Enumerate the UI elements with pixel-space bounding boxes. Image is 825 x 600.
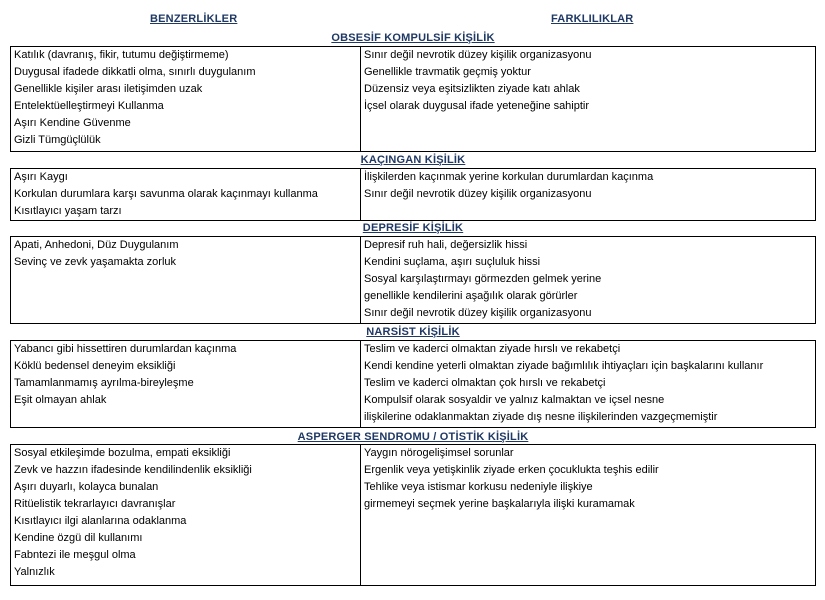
header-benzerlikler: BENZERLİKLER bbox=[150, 13, 238, 25]
difference-item: Teslim ve kaderci olmaktan çok hırslı ve rekabetçi bbox=[364, 377, 606, 389]
difference-item: Kendi kendine yeterli olmaktan ziyade bağımlılık ihtiyaçları için başkalarını kullanır bbox=[364, 360, 764, 372]
difference-item: Kompulsif olarak sosyaldir ve yalnız kalmaktan ve içsel nesne bbox=[364, 394, 665, 406]
similarities-column bbox=[11, 47, 361, 151]
differences-column bbox=[361, 237, 815, 323]
similarity-item: Eşit olmayan ahlak bbox=[14, 394, 107, 406]
similarity-item: Zevk ve hazzın ifadesinde kendilindenlik eksikliği bbox=[14, 464, 252, 476]
similarity-item: Entelektüelleştirmeyi Kullanma bbox=[14, 100, 164, 112]
similarity-item: Korkulan durumlara karşı savunma olarak kaçınmayı kullanma bbox=[14, 188, 318, 200]
similarity-item: Genellikle kişiler arası iletişimden uzak bbox=[14, 83, 203, 95]
similarities-column bbox=[11, 341, 361, 427]
section-title-obsesif-kompulsif: OBSESİF KOMPULSİF KİŞİLİK bbox=[331, 32, 495, 44]
similarity-item: Yabancı gibi hissettiren durumlardan kaçınma bbox=[14, 343, 237, 355]
difference-item: Kendini suçlama, aşırı suçluluk hissi bbox=[364, 256, 541, 268]
section-table-obsesif-kompulsif bbox=[10, 46, 816, 152]
similarity-item: Kendine özgü dil kullanımı bbox=[14, 532, 143, 544]
section-table-kacingan bbox=[10, 168, 816, 221]
differences-column bbox=[361, 341, 815, 427]
similarities-column bbox=[11, 237, 361, 323]
difference-item: Yaygın nörogelişimsel sorunlar bbox=[364, 447, 514, 459]
differences-column bbox=[361, 47, 815, 151]
difference-item: Teslim ve kaderci olmaktan ziyade hırslı ve rekabetçi bbox=[364, 343, 621, 355]
similarity-item: Kısıtlayıcı yaşam tarzı bbox=[14, 205, 122, 217]
difference-item: İlişkilerden kaçınmak yerine korkulan durumlardan kaçınma bbox=[364, 171, 654, 183]
difference-item: Tehlike veya istismar korkusu nedeniyle ilişkiye bbox=[364, 481, 593, 493]
difference-item: ilişkilerine odaklanmaktan ziyade dış nesne ilişkilerinden vazgeçmemiştir bbox=[364, 411, 718, 423]
difference-item: Depresif ruh hali, değersizlik hissi bbox=[364, 239, 528, 251]
similarities-column bbox=[11, 445, 361, 585]
similarity-item: Tamamlanmamış ayrılma-bireyleşme bbox=[14, 377, 194, 389]
section-table-asperger-otistik bbox=[10, 444, 816, 586]
similarity-item: Fabntezi ile meşgul olma bbox=[14, 549, 136, 561]
difference-item: Sınır değil nevrotik düzey kişilik organizasyonu bbox=[364, 188, 592, 200]
similarity-item: Katılık (davranış, fikir, tutumu değiştirmeme) bbox=[14, 49, 229, 61]
header-farkliliklar: FARKLILIKLAR bbox=[551, 13, 634, 25]
similarity-item: Köklü bedensel deneyim eksikliği bbox=[14, 360, 176, 372]
difference-item: girmemeyi seçmek yerine başkalarıyla ilişki kuramamak bbox=[364, 498, 635, 510]
section-title-kacingan: KAÇINGAN KİŞİLİK bbox=[360, 154, 466, 166]
similarity-item: Apati, Anhedoni, Düz Duygulanım bbox=[14, 239, 179, 251]
difference-item: Ergenlik veya yetişkinlik ziyade erken çocuklukta teşhis edilir bbox=[364, 464, 659, 476]
difference-item: İçsel olarak duygusal ifade yeteneğine sahiptir bbox=[364, 100, 590, 112]
similarity-item: Kısıtlayıcı ilgi alanlarına odaklanma bbox=[14, 515, 187, 527]
difference-item: Düzensiz veya eşitsizlikten ziyade katı ahlak bbox=[364, 83, 580, 95]
section-title-narsist: NARSİST KİŞİLİK bbox=[366, 326, 460, 338]
similarity-item: Aşırı Kendine Güvenme bbox=[14, 117, 131, 129]
similarity-item: Ritüelistik tekrarlayıcı davranışlar bbox=[14, 498, 176, 510]
section-title-asperger-otistik: ASPERGER SENDROMU / OTİSTİK KİŞİLİK bbox=[297, 431, 529, 443]
similarity-item: Aşırı duyarlı, kolayca bunalan bbox=[14, 481, 159, 493]
similarity-item: Gizli Tümgüçlülük bbox=[14, 134, 101, 146]
similarities-column bbox=[11, 169, 361, 220]
difference-item: Sosyal karşılaştırmayı görmezden gelmek yerine bbox=[364, 273, 602, 285]
similarity-item: Sevinç ve zevk yaşamakta zorluk bbox=[14, 256, 177, 268]
differences-column bbox=[361, 445, 815, 585]
similarity-item: Aşırı Kaygı bbox=[14, 171, 68, 183]
similarity-item: Yalnızlık bbox=[14, 566, 55, 578]
difference-item: Genellikle travmatik geçmiş yoktur bbox=[364, 66, 531, 78]
difference-item: Sınır değil nevrotik düzey kişilik organizasyonu bbox=[364, 307, 592, 319]
section-table-depresif bbox=[10, 236, 816, 324]
difference-item: genellikle kendilerini aşağılık olarak görürler bbox=[364, 290, 578, 302]
differences-column bbox=[361, 169, 815, 220]
similarity-item: Duygusal ifadede dikkatli olma, sınırlı duygulanım bbox=[14, 66, 256, 78]
difference-item: Sınır değil nevrotik düzey kişilik organizasyonu bbox=[364, 49, 592, 61]
similarity-item: Sosyal etkileşimde bozulma, empati eksikliği bbox=[14, 447, 231, 459]
section-table-narsist bbox=[10, 340, 816, 428]
section-title-depresif: DEPRESİF KİŞİLİK bbox=[362, 222, 464, 234]
